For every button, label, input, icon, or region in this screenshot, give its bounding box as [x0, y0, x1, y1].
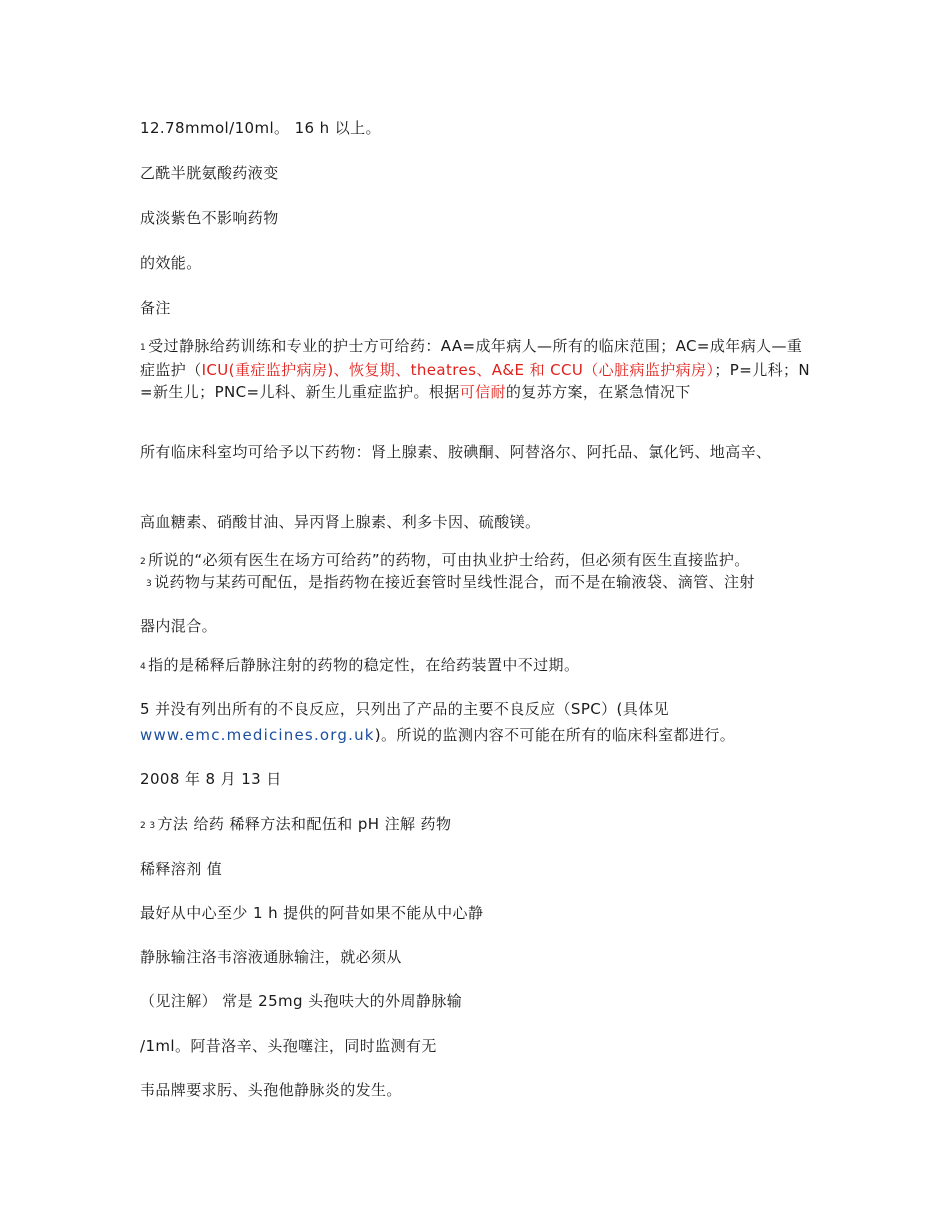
- text-line: 静脉输注洛韦溶液通脉输注，就必须从: [140, 948, 402, 966]
- text-line: 韦品牌要求肟、头孢他静脉炎的发生。: [140, 1081, 402, 1099]
- text-line: 高血糖素、硝酸甘油、异丙肾上腺素、利多卡因、硫酸镁。: [140, 513, 541, 531]
- highlight-text: 可信耐: [459, 383, 506, 401]
- footnote-marker: 1: [140, 343, 147, 353]
- footnote-5: 5 并没有列出所有的不良反应，只列出了产品的主要不良反应（SPC）(具体见: [140, 700, 670, 718]
- footnote-2: [140, 549, 812, 573]
- footnote-text: 的复苏方案，在紧急情况下: [505, 383, 691, 401]
- text-line: 乙酰半胱氨酸药液变: [140, 164, 279, 182]
- text-line: （见注解） 常是 25mg 头孢呋大的外周静脉输: [140, 992, 463, 1010]
- text-line: 成淡紫色不影响药物: [140, 209, 279, 227]
- text-paragraph: 所有临床科室均可给予以下药物：肾上腺素、胺碘酮、阿替洛尔、阿托品、氯化钙、地高辛、: [140, 443, 772, 461]
- text-line: 12.78mmol/10ml。 16 h 以上。: [140, 119, 381, 137]
- text-line: /1ml。阿昔洛辛、头孢噻注，同时监测有无: [140, 1037, 437, 1055]
- footnote-text: 说药物与某药可配伍，是指药物在接近套管时呈线性混合，而不是在输液袋、滴管、注射: [154, 573, 755, 591]
- footnote-text: )。所说的监测内容不可能在所有的临床科室都进行。: [374, 726, 736, 744]
- footnote-marker: 3: [146, 579, 153, 589]
- emc-link[interactable]: www.emc.medicines.org.uk: [140, 726, 375, 744]
- footnote-text: 所说的“必须有医生在场方可给药”的药物，可由执业护士给药，但必须有医生直接监护。: [148, 551, 750, 569]
- notes-heading: 备注: [140, 299, 171, 317]
- table-header-line: [140, 813, 812, 837]
- text-line: 的效能。: [140, 254, 202, 272]
- footnote-text: ；P=儿科；N=新生儿；PNC=儿科、新生儿重症监护。根据: [140, 361, 811, 401]
- footnote-marker: 2 3: [140, 821, 156, 831]
- text-line: 稀释溶剂 值: [140, 860, 223, 878]
- footnote-text: 指的是稀释后静脉注射的药物的稳定性，在给药装置中不过期。: [148, 656, 580, 674]
- text-line: 最好从中心至少 1 h 提供的阿昔如果不能从中心静: [140, 904, 484, 922]
- footnote-1: [140, 335, 812, 403]
- highlight-text: ICU(重症监护病房)、恢复期、theatres、A&E 和 CCU（心脏病监护病房）: [201, 361, 715, 379]
- footnote-marker: 4: [140, 662, 147, 672]
- footnote-5-cont: [140, 724, 812, 746]
- footnote-text: 受过静脉给药训练和专业的护士方可给药：AA=成年病人—所有的临床范围；AC=成年病人—重症监护（: [140, 337, 803, 379]
- footnote-3: [146, 571, 818, 595]
- date-line: 2008 年 8 月 13 日: [140, 770, 282, 788]
- header-text: 方法 给药 稀释方法和配伍和 pH 注解 药物: [157, 815, 452, 833]
- footnote-4: [140, 654, 812, 678]
- text-line: 器内混合。: [140, 617, 218, 635]
- footnote-marker: 2: [140, 557, 147, 567]
